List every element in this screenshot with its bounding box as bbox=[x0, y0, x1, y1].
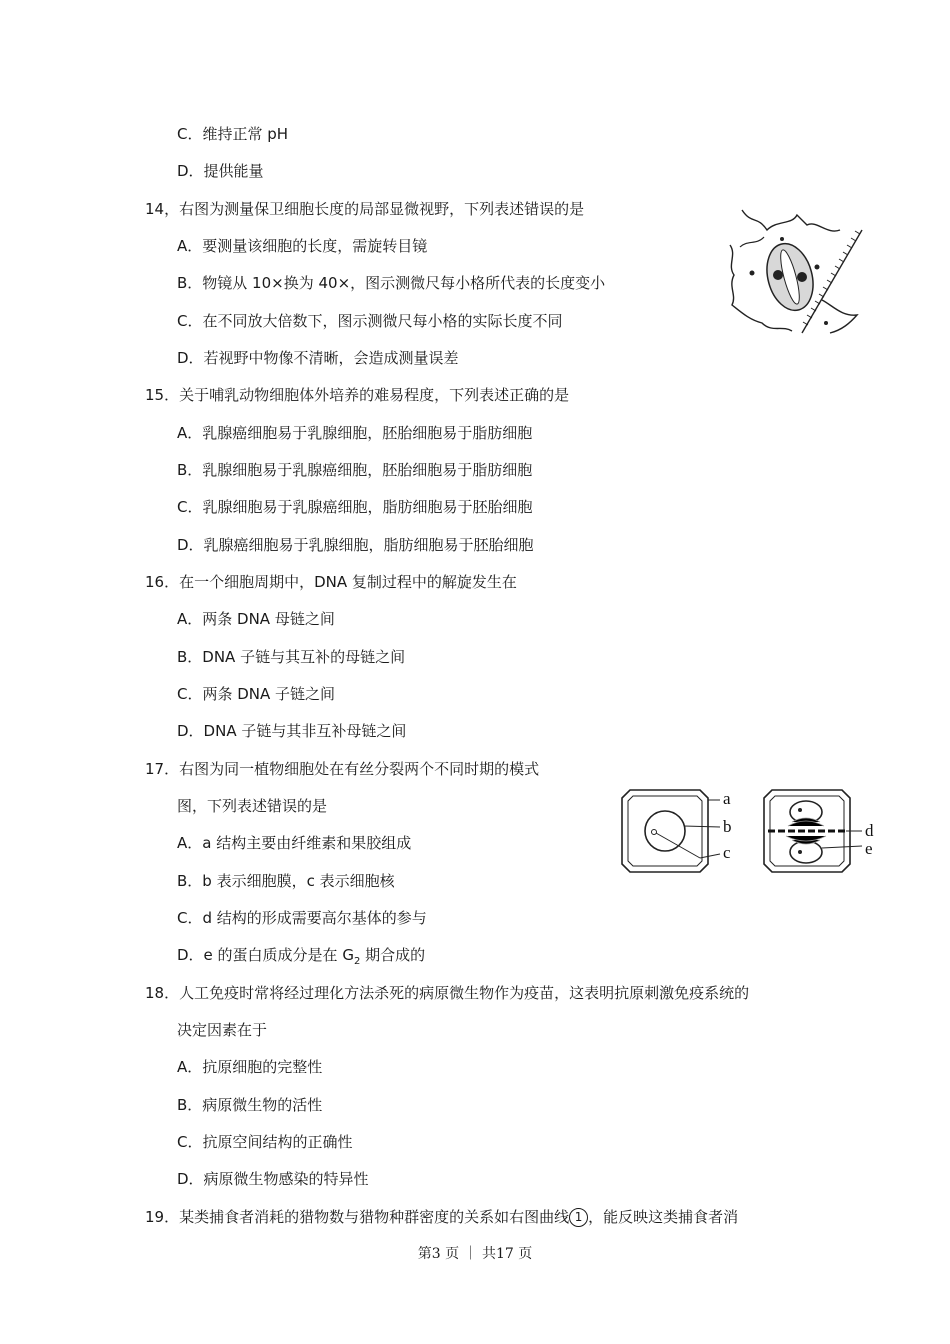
q18-option-b: B．病原微生物的活性 bbox=[177, 1096, 323, 1114]
guard-cell-micrometer-figure bbox=[722, 205, 867, 340]
label-a: a bbox=[723, 789, 731, 808]
q16-option-c: C．两条 DNA 子链之间 bbox=[177, 685, 336, 703]
q15-option-a: A．乳腺癌细胞易于乳腺细胞，胚胎细胞易于脂肪细胞 bbox=[177, 424, 533, 442]
q15-stem: 15．关于哺乳动物细胞体外培养的难易程度，下列表述正确的是 bbox=[145, 386, 570, 404]
circled-number: 1 bbox=[569, 1208, 588, 1227]
q19-stem-text: 19．某类捕食者消耗的猎物数与猎物种群密度的关系如右图曲线 bbox=[145, 1208, 570, 1226]
q14-option-c: C．在不同放大倍数下，图示测微尺每小格的实际长度不同 bbox=[177, 312, 563, 330]
q16-option-d: D．DNA 子链与其非互补母链之间 bbox=[177, 722, 407, 740]
q17-stem-line1: 17．右图为同一植物细胞处在有丝分裂两个不同时期的模式 bbox=[145, 760, 540, 778]
q17-option-d-text: D．e 的蛋白质成分是在 G bbox=[177, 946, 354, 964]
q17-option-c: C．d 结构的形成需要高尔基体的参与 bbox=[177, 909, 427, 927]
q19-stem bbox=[145, 1207, 738, 1227]
q15-option-d: D．乳腺癌细胞易于乳腺细胞，脂肪细胞易于胚胎细胞 bbox=[177, 536, 534, 554]
q13-option-c: C．维持正常 pH bbox=[177, 125, 289, 143]
q17-option-d-text-end: 期合成的 bbox=[360, 946, 426, 964]
q14-stem: 14，右图为测量保卫细胞长度的局部显微视野，下列表述错误的是 bbox=[145, 200, 585, 218]
q15-option-b: B．乳腺细胞易于乳腺癌细胞，胚胎细胞易于脂肪细胞 bbox=[177, 461, 533, 479]
q17-option-a: A．a 结构主要由纤维素和果胶组成 bbox=[177, 834, 412, 852]
q14-option-d: D．若视野中物像不清晰，会造成测量误差 bbox=[177, 349, 459, 367]
label-c: c bbox=[723, 843, 731, 862]
label-b: b bbox=[723, 817, 732, 836]
q16-option-a: A．两条 DNA 母链之间 bbox=[177, 610, 335, 628]
plant-cell-mitosis-figure bbox=[618, 786, 890, 878]
q17-option-b: B．b 表示细胞膜，c 表示细胞核 bbox=[177, 872, 395, 890]
label-e: e bbox=[865, 839, 873, 858]
q19-stem-text-end: ，能反映这类捕食者消 bbox=[588, 1208, 739, 1226]
q15-option-c: C．乳腺细胞易于乳腺癌细胞，脂肪细胞易于胚胎细胞 bbox=[177, 498, 533, 516]
q14-option-a: A．要测量该细胞的长度，需旋转目镜 bbox=[177, 237, 428, 255]
q18-stem-line1: 18．人工免疫时常将经过理化方法杀死的病原微生物作为疫苗，这表明抗原刺激免疫系统的 bbox=[145, 984, 750, 1002]
q14-option-b: B．物镜从 10×换为 40×，图示测微尺每小格所代表的长度变小 bbox=[177, 274, 606, 292]
page-footer: 第3 页 ｜ 共17 页 bbox=[417, 1246, 533, 1262]
q16-option-b: B．DNA 子链与其互补的母链之间 bbox=[177, 648, 406, 666]
q17-option-d-subscript: 2 bbox=[353, 956, 361, 967]
q18-stem-line2: 决定因素在于 bbox=[177, 1021, 268, 1039]
q17-stem-line2: 图，下列表述错误的是 bbox=[177, 797, 328, 815]
q18-option-c: C．抗原空间结构的正确性 bbox=[177, 1133, 353, 1151]
q18-option-d: D．病原微生物感染的特异性 bbox=[177, 1170, 369, 1188]
q18-option-a: A．抗原细胞的完整性 bbox=[177, 1058, 323, 1076]
q17-option-d bbox=[177, 945, 425, 972]
q16-stem: 16．在一个细胞周期中，DNA 复制过程中的解旋发生在 bbox=[145, 573, 517, 591]
label-d: d bbox=[865, 821, 874, 840]
q13-option-d: D．提供能量 bbox=[177, 162, 264, 180]
